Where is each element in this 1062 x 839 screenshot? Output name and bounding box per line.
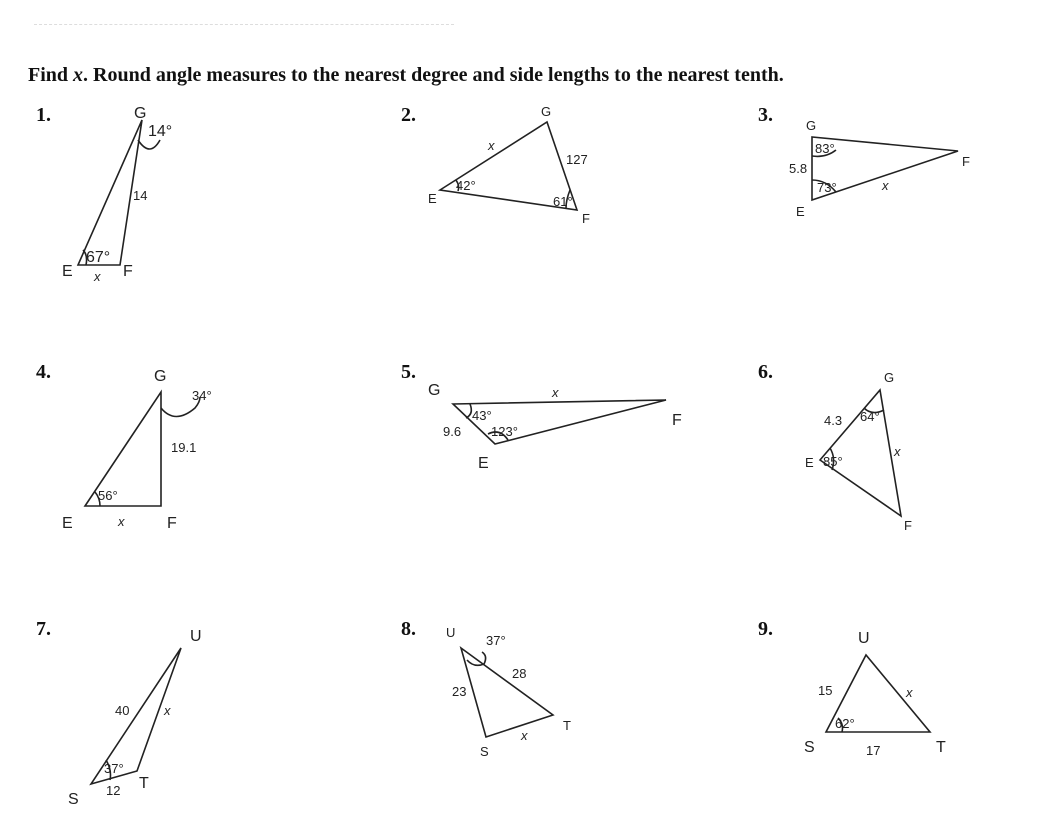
problem-number-3: 3. [758,104,773,126]
vertex-label-2-G: G [541,104,552,119]
vertex-label-7-S: S [68,791,79,808]
vertex-label-7-T: T [139,775,149,792]
side-label-3-GE: 5.8 [789,161,808,176]
vertex-label-8-S: S [480,744,489,759]
problem-number-6: 6. [758,361,773,383]
problem-number-1: 1. [36,104,51,126]
problem-number-5: 5. [401,361,416,383]
vertex-label-5-G: G [428,382,441,399]
unknown-label-2: x [488,138,495,153]
side-label-4-GF: 19.1 [171,440,197,455]
vertex-label-8-U: U [446,625,456,640]
angle-label-8-U: 37° [486,633,506,648]
vertex-label-4-G: G [154,368,167,385]
vertex-label-6-E: E [805,455,814,470]
side-label-7-SU: 40 [115,703,130,718]
triangle-figure-3 [789,118,970,219]
vertex-label-4-E: E [62,515,73,532]
angle-label-2-F: 61° [553,194,573,209]
angle-label-6-G: 64° [860,409,880,424]
angle-label-3-G: 83° [815,141,835,156]
vertex-label-9-U: U [858,630,870,647]
unknown-label-1: x [94,269,101,284]
side-label-9-SU: 15 [818,683,833,698]
triangle-figure-7 [68,628,202,808]
problem-number-2: 2. [401,104,416,126]
side-label-5-GE: 9.6 [443,424,462,439]
angle-label-2-E: 42° [456,178,476,193]
vertex-label-1-E: E [62,263,73,280]
side-label-8-US: 23 [452,684,467,699]
vertex-label-4-F: F [167,515,177,532]
angle-label-1-G: 14° [148,123,173,140]
triangle-figure-6 [805,370,912,533]
angle-label-1-E: 67° [86,249,111,266]
unknown-label-5: x [552,385,559,400]
vertex-label-9-T: T [936,739,946,756]
vertex-label-5-F: F [672,412,682,429]
problem-number-4: 4. [36,361,51,383]
unknown-label-4: x [118,514,125,529]
unknown-label-7: x [164,703,171,718]
vertex-label-2-F: F [582,211,590,226]
triangle-figure-2 [428,104,590,226]
angle-label-6-E: 85° [823,454,843,469]
instructions-variable: x [73,64,84,86]
vertex-label-3-E: E [796,204,805,219]
angle-label-3-E: 73° [817,180,837,195]
vertex-label-6-G: G [884,370,895,385]
triangle-8-shape [461,648,553,737]
problem-number-9: 9. [758,618,773,640]
angle-label-7-S: 37° [104,761,124,776]
vertex-label-8-T: T [563,718,571,733]
problem-number-8: 8. [401,618,416,640]
angle-label-5-G: 43° [472,408,492,423]
vertex-label-1-F: F [123,263,133,280]
angle-label-5-E: 123° [491,424,518,439]
side-label-9-ST: 17 [866,743,881,758]
vertex-label-1-G: G [134,105,147,122]
triangle-figure-1 [62,105,172,284]
unknown-label-3: x [882,178,889,193]
side-label-2-GF: 127 [566,152,588,167]
side-label-7-ST: 12 [106,783,121,798]
triangle-4-shape [85,392,161,506]
vertex-label-5-E: E [478,455,489,472]
unknown-label-8: x [521,728,528,743]
triangle-figure-9 [804,630,946,758]
instructions-suffix: . Round angle measures to the nearest degree and side lengths to the nearest tenth. [83,64,784,86]
unknown-label-9: x [906,685,913,700]
vertex-label-3-F: F [962,154,970,169]
vertex-label-2-E: E [428,191,437,206]
triangle-figure-4 [62,368,212,532]
unknown-label-6: x [894,444,901,459]
vertex-label-3-G: G [806,118,817,133]
problem-number-7: 7. [36,618,51,640]
vertex-label-9-S: S [804,739,815,756]
triangle-figure-8 [446,625,571,759]
angle-arc-1-G [138,140,160,149]
side-label-1-GF: 14 [133,188,148,203]
instructions-prefix: Find [28,64,74,86]
side-label-8-UT: 28 [512,666,527,681]
angle-arc-5-G [466,404,471,418]
angle-label-4-E: 56° [98,488,118,503]
angle-label-4-G: 34° [192,388,212,403]
vertex-label-7-U: U [190,628,202,645]
side-label-6-EG: 4.3 [824,413,843,428]
vertex-label-6-F: F [904,518,912,533]
angle-label-9-S: 62° [835,716,855,731]
triangle-figure-5 [428,382,682,472]
